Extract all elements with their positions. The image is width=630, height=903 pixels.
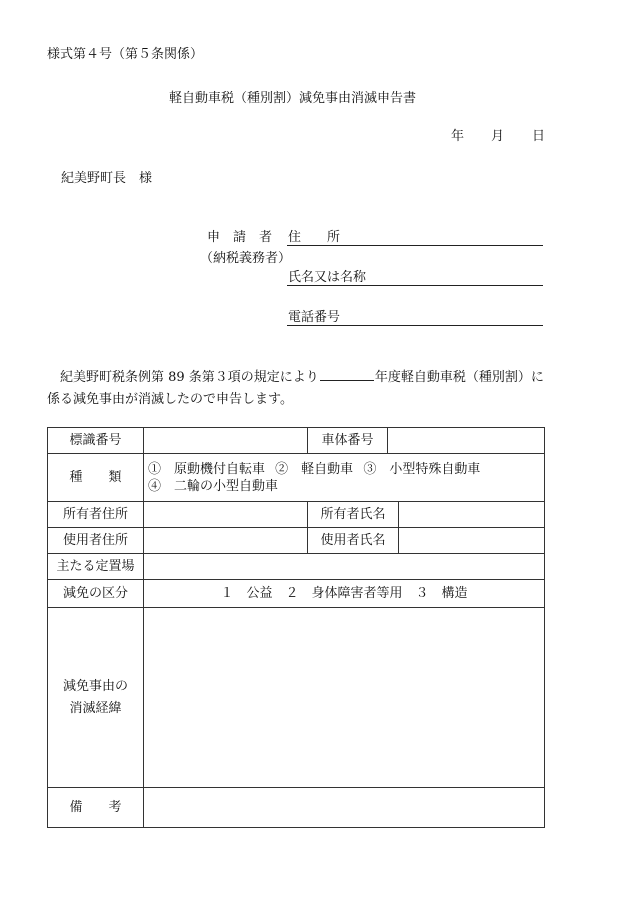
date-year: 年 [451, 129, 465, 144]
type-label: 種 類 [48, 454, 144, 502]
type-option-2[interactable]: ② 軽自動車 [275, 461, 354, 477]
statement-part2: 年度軽自動車税（種別割）に [374, 370, 544, 385]
exemption-category-options[interactable]: １ 公益 ２ 身体障害者等用 ３ 構造 [144, 580, 545, 608]
date-day: 日 [532, 129, 546, 144]
plate-number-label: 標識番号 [48, 428, 144, 454]
taxpayer-label: （納税義務者） [200, 251, 292, 266]
address-line[interactable] [287, 245, 543, 246]
plate-number-field[interactable] [144, 428, 308, 454]
reason-field[interactable] [144, 608, 545, 788]
statement-part3: 係る減免事由が消滅したので申告します。 [47, 392, 293, 407]
form-number: 様式第４号（第５条関係） [47, 47, 204, 62]
address-label: 住 所 [288, 230, 341, 245]
type-option-3[interactable]: ③ 小型特殊自動車 [363, 461, 481, 477]
remarks-field[interactable] [144, 788, 545, 828]
user-name-label: 使用者氏名 [308, 528, 399, 554]
storage-place-label: 主たる定置場 [48, 554, 144, 580]
user-address-label: 使用者住所 [48, 528, 144, 554]
user-name-field[interactable] [399, 528, 545, 554]
owner-name-field[interactable] [399, 502, 545, 528]
statement [47, 367, 547, 411]
type-option-4[interactable]: ④ 二輪の小型自動車 [148, 478, 279, 494]
date-month: 月 [491, 129, 505, 144]
phone-label: 電話番号 [288, 310, 341, 325]
reason-label [48, 608, 144, 788]
applicant-label: 申 請 者 [207, 230, 273, 245]
phone-line[interactable] [287, 325, 543, 326]
document-title: 軽自動車税（種別割）減免事由消滅申告書 [169, 91, 417, 106]
chassis-number-label: 車体番号 [308, 428, 388, 454]
type-option-1[interactable]: ① 原動機付自転車 [148, 461, 266, 477]
statement-part1: 紀美野町税条例第 89 条第３項の規定により [60, 370, 319, 385]
chassis-number-field[interactable] [388, 428, 545, 454]
remarks-label: 備 考 [48, 788, 144, 828]
year-blank[interactable] [320, 368, 374, 381]
name-line[interactable] [287, 285, 543, 286]
name-label: 氏名又は名称 [288, 270, 367, 285]
exemption-category-label: 減免の区分 [48, 580, 144, 608]
owner-name-label: 所有者氏名 [308, 502, 399, 528]
reason-label-line2: 消滅経緯 [69, 700, 122, 716]
addressee: 紀美野町長 様 [61, 171, 153, 186]
user-address-field[interactable] [144, 528, 308, 554]
storage-place-field[interactable] [144, 554, 545, 580]
owner-address-label: 所有者住所 [48, 502, 144, 528]
type-options [144, 454, 545, 502]
application-table [47, 427, 545, 828]
reason-label-line1: 減免事由の [62, 678, 128, 694]
owner-address-field[interactable] [144, 502, 308, 528]
